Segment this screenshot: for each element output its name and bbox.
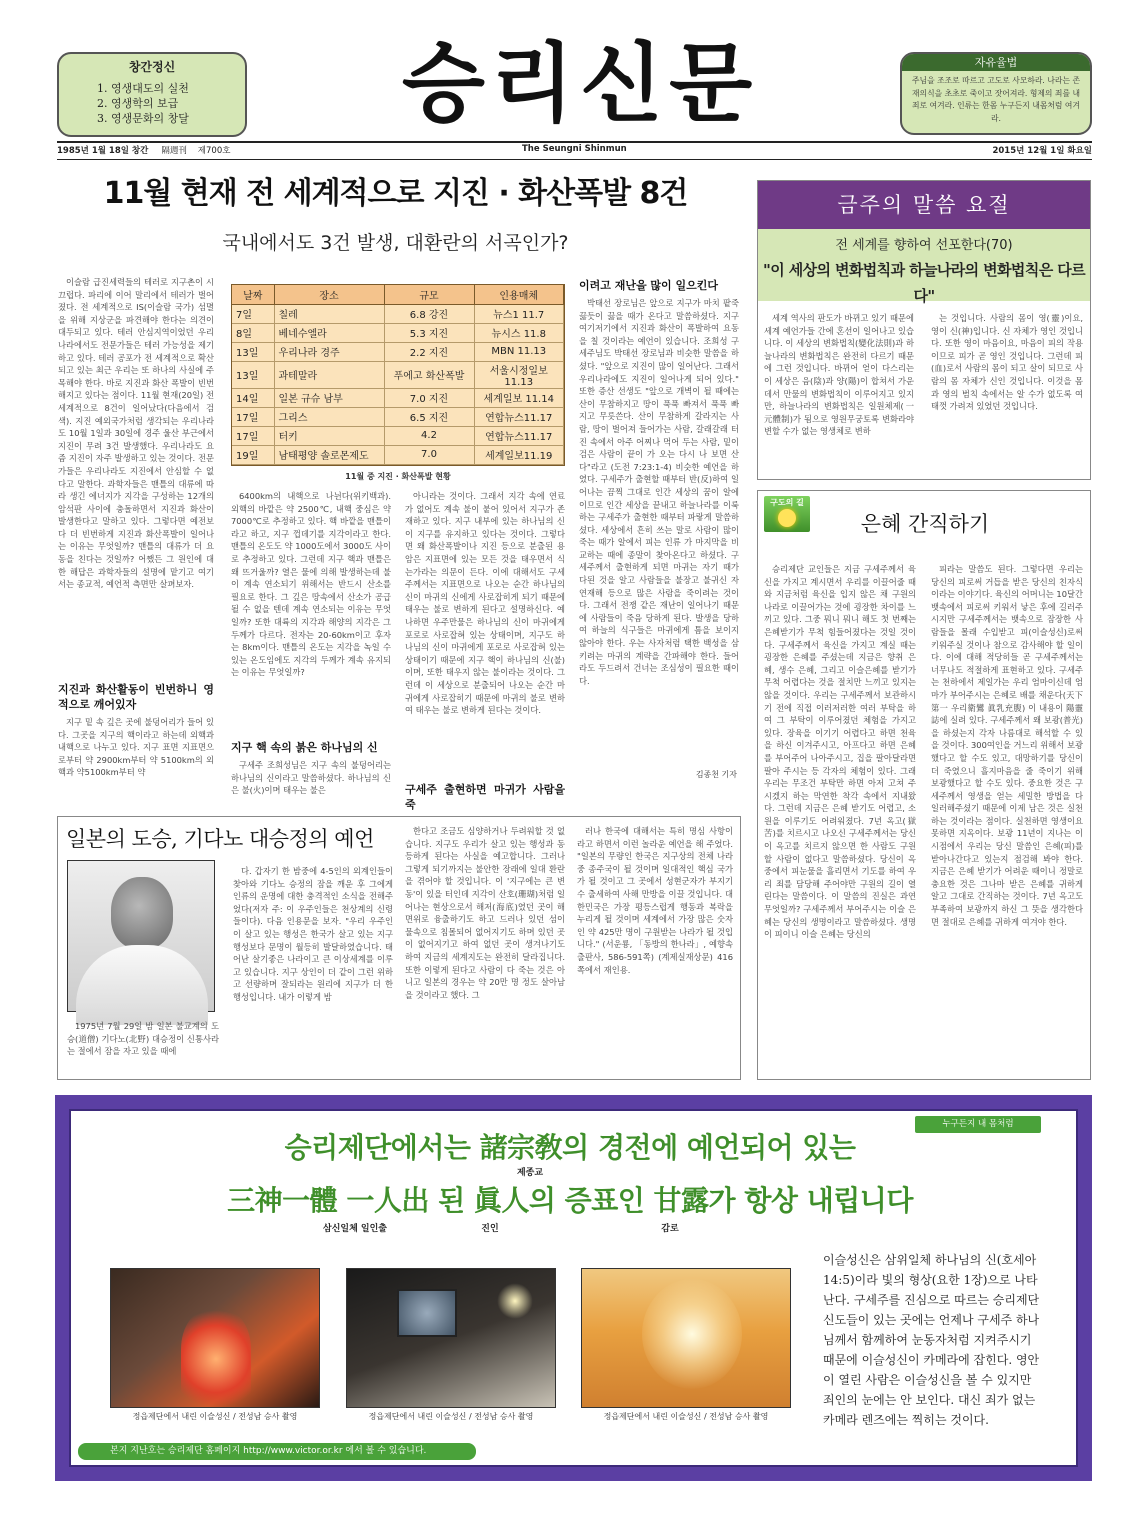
light-burst bbox=[642, 1279, 742, 1389]
sermon-column-2 bbox=[931, 312, 1083, 472]
table-row bbox=[232, 342, 564, 361]
sermon-quote: "이 세상의 변화법칙과 하늘나라의 변화법칙은 다르다" bbox=[762, 261, 1086, 305]
table-row bbox=[232, 323, 564, 342]
lead-column-2b bbox=[231, 730, 391, 805]
lead-text: 지구 밑 속 깊은 곳에 불덩어리가 들어 있다. 그곳을 지구의 핵이라고 하는데 외핵과 내핵으로 나누고 있다. 지구 표면 지표면으로부터 약 2900km부터 약 5100km의 외핵과 약5100km부터 약 bbox=[58, 717, 214, 778]
header-rule-bottom bbox=[57, 159, 1092, 160]
table-cell: 4.2 bbox=[384, 426, 474, 445]
founding-spirit-title: 창간정신 bbox=[128, 60, 176, 74]
japan-column-1 bbox=[233, 865, 393, 1070]
dew-photo-1 bbox=[110, 1268, 320, 1408]
freedom-law-box bbox=[900, 52, 1092, 135]
table-cell: 과테말라 bbox=[274, 361, 384, 388]
banner-corner-tag: 누구든지 내 몸처럼 bbox=[915, 1116, 1041, 1133]
quake-table bbox=[231, 284, 565, 466]
grace-text: 승리제단 교인들은 지금 구세주께서 육신을 가지고 계시면서 우리를 이끌어줄 때와 지금처럼 육신을 입지 않은 채 구원의 나라로 이끌어가는 것에 굉장한 차이를 느끼고 있다. 그중 뭐니 뭐니 해도 첫 번째는 은혜받기가 무척 힘들어졌다는 것일 것이다. 구세주께서 육신을 가지고 계실 때는 굉장한 은혜를 주셨는데 지금은 향취 은혜, 생수 은혜, 그리고 이슬은혜를 받기가 무척 어렵다는 것을 절치만 느끼고 있지는 않을 것이다. 우리는 구세주께서 보관하시기 전에 직접 이러저러한 여러 부탁을 하여 그 부탁이 이루어졌던 체험을 가지고 있다. 장육을 이기기 어렵다고 하면 천육을 하신 이겨주시고, 아프다고 하면 은혜를 부어주어 나아주시고, 집을 팔아달라면 팔아 주시는 등 각자의 체험이 있다. 그래 우리는 무조건 부탁만 하면 아저 고쳐 주시겠지 하는 막연한 착각 속에서 지내왔다. 그런데 지금은 은혜 받기도 어렵고, 소원을 이루기도 어려워졌다. 7년 옥고(獄苦)를 치르시고 나오신 구세주께서는 당신이 옥고를 치르지 않으면 한 사람도 구원할 사람이 없다고 말씀하셨다. 당신이 옥중에서 피눈물을 흘리면서 기도를 하여 우리 죄를 담당해 주어야만 구원의 길이 열린다는 말씀이다. 이 말씀의 진실은 과연 무엇일까? 구세주께서 부어주시는 이슬 은혜는 당신의 생명이라고 말씀하셨다. 생명이 피이니 이슬 은혜는 당신의 bbox=[764, 564, 916, 940]
sermon-title: 금주의 말씀 요절 bbox=[758, 181, 1090, 229]
table-header: 장소 bbox=[274, 285, 384, 304]
table-cell: 베네수엘라 bbox=[274, 323, 384, 342]
banner-line-2: 三神一體 一人出 된 眞人의 증표인 甘露가 항상 내립니다 bbox=[227, 1184, 913, 1217]
monk-photo bbox=[67, 860, 215, 1012]
table-cell: 남태평양 솔로몬제도 bbox=[274, 445, 384, 464]
founding-spirit-line: 3. 영생문화의 창달 bbox=[97, 112, 189, 125]
table-row bbox=[232, 388, 564, 407]
grace-text: 피라는 말씀도 된다. 그렇다면 우리는 당신의 피로써 거듭을 받은 당신의 친자식이라는 이야기다. 육신의 어머니는 10달간 뱃속에서 피로써 키워서 낳은 후에 길러주시지만 구세주께서는 뱃속으로 잠장한 사람들을 몰래 수입받고 피(이슬성신)로써 키워주실 것이나 참으로 감사해야 할 일이다. 이에 대해 적당히들 곧 구세주께서는 너무나도 적절하게 표현하고 있다. 구세주는 천하에서 제일가는 우리 엄마이신데 엄마가 부어주시는 은혜로 배를 채운다(天下第一 우리衛鸞 眞乳充腹) 이 내용이 陽靈誌에 실려 있다. 구세주께서 왜 보광(普光)을 하셨는지 각자 나름대로 해석할 수 있을 것이다. 300여인을 거느리 위해서 보광했다고 할 수도 있고, 대망하기를 당신이 더 죽였으니 흘지마음을 줄 죽이기 위해 보광했다고 할 수도 있다. 중요한 것은 구세주께서 영생을 얻는 세밀한 방법을 다 일러해주셨기 때문에 이제 남은 것은 실천하는 것이라는 점이다. 실천하면 영생이요 못하면 지옥이다. 보광 11년이 지나는 이 시점에서 우리는 당신 말씀인 은혜(피)를 받아나간다고 있는지 점검해 봐야 한다. 지금은 은혜 받기가 어려운 때이니 정말로 충요한 것은 그나마 받은 은혜를 귀하게 알고 그대로 간직하는 것이다. 7년 옥고도 부족하여 보광까지 하신 그 뜻을 생각한다면 절대로 은혜를 귀하게 여겨야 한다. bbox=[931, 564, 1083, 927]
founded-date: 1985년 1월 18일 창간 bbox=[57, 146, 149, 156]
table-header: 규모 bbox=[384, 285, 474, 304]
dew-photo-2 bbox=[346, 1268, 556, 1408]
lead-column-4 bbox=[579, 278, 739, 783]
sermon-subtitle-box bbox=[758, 229, 1090, 305]
table-cell: 14일 bbox=[232, 388, 274, 407]
sermon-text: 는 것입니다. 사람의 몸이 영(靈)이요, 영이 신(神)입니다. 신 자체가 영인 것입니다. 또한 영이 마음이요, 마음이 피의 작용이므로 피가 곧 영인 것입니다. 그런데 피(血)로서 사람의 몸이 되고 살이 되므로 사람의 몸 자체가 신인 것입니다. 이것을 몸과 영의 범칙 속에서는 알 수가 없도록 여태껏 가려져 있었던 것입니다. bbox=[931, 313, 1083, 412]
sermon-text: 세계 역사의 판도가 바뀌고 있기 때문에 세계 예언가들 간에 혼선이 일어나고 있습니다. 이 세상의 변화법칙(變化法則)과 하늘나라의 변화법칙은 완전히 다르기 때문에 그런 것입니다. 바뀌어 얻이 다스리는 이 세상은 음(陰)과 양(陽)이 합쳐서 가운데서 만물의 변화법칙이 이루어지고 있지만, 하늘나라의 변화법칙은 일원체제(一元體制)가 됨으로 영원무궁토록 변화라야 변할 수가 없는 영생체로 변하 bbox=[764, 313, 914, 437]
header-rule bbox=[57, 141, 1092, 143]
lead-subheading: 지진과 화산활동이 빈번하니 영적으로 깨어있자 bbox=[58, 683, 214, 711]
grace-title: 은혜 간직하기 bbox=[860, 512, 990, 536]
flame-glow bbox=[181, 1309, 251, 1409]
table-cell: 뉴시스 11.8 bbox=[474, 323, 564, 342]
tv-screen bbox=[397, 1289, 457, 1337]
founding-spirit-box bbox=[57, 52, 247, 137]
homepage-link[interactable]: 본지 지난호는 승리제단 홈페이지 http://www.victor.or.kr 에서 볼 수 있습니다. bbox=[78, 1443, 476, 1460]
lead-headline: 11월 현재 전 세계적으로 지진 · 화산폭발 8건 bbox=[103, 176, 688, 211]
table-header: 날짜 bbox=[232, 285, 274, 304]
issue-bar bbox=[57, 144, 1092, 158]
issue-date: 2015년 12월 1일 화요일 bbox=[992, 146, 1092, 156]
table-cell: 17일 bbox=[232, 407, 274, 426]
table-cell: 2.2 지진 bbox=[384, 342, 474, 361]
table-cell: MBN 11.13 bbox=[474, 342, 564, 361]
dew-photo-3 bbox=[581, 1268, 791, 1408]
table-cell: 6.5 지진 bbox=[384, 407, 474, 426]
grace-logo bbox=[764, 496, 810, 532]
table-cell: 5.3 지진 bbox=[384, 323, 474, 342]
masthead-title: 승리신문 bbox=[401, 34, 759, 134]
banner-gloss: 제종교 bbox=[516, 1168, 544, 1178]
table-cell: 우리나라 경주 bbox=[274, 342, 384, 361]
table-cell: 뉴스1 11.7 bbox=[474, 304, 564, 323]
table-cell: 세계일보11.19 bbox=[474, 445, 564, 464]
table-cell: 서울시정일보 11.13 bbox=[474, 361, 564, 388]
table-cell: 7.0 bbox=[384, 445, 474, 464]
article-author: 김종천 기자 bbox=[695, 770, 737, 779]
table-cell: 13일 bbox=[232, 361, 274, 388]
issue-frequency: 隔週刊 bbox=[161, 146, 187, 156]
japan-title: 일본의 도승, 기다노 대승정의 예언 bbox=[66, 827, 374, 851]
issue-number: 제700호 bbox=[197, 146, 231, 156]
lead-text: 박태선 장로님은 앞으로 지구가 마치 팥죽 끓듯이 끓을 때가 온다고 말씀하셨다. 지구 여기저기에서 지진과 화산이 폭발하여 요동을 칠 것이라는 예언이 있습니다. 조희성 구세주님도 박태선 장로님과 비슷한 말씀을 하셨다. "앞으로 지진이 많이 일어난다. 그래서 우리나라에도 지진이 일어나게 되어 있다." 또한 증산 선생도 "앞으로 개벽이 될 때에는 산이 무참하지고 땅이 푹푹 빠져서 푹푹 빠지고 무릇쓴다. 산이 무참하게 갈라지는 사람, 땅이 벌어져 들어가는 사람, 갈래갈래 터진 속에서 아주 어찌나 먹어 두는 사람, 밑이 검은 사람이 끝이 가 오는 다시 나 보면 산다"라고 (도전 7:23:1-4) 비슷한 예언을 하였다. 구세주가 출현할 때부터 반(反)하여 일어나는 끔찍 그대로 인간 세상의 꿈이 알에이므로 인간 세상을 끝내고 하늘나라를 이룩하는 구세주가 출현한 때부터 파랗게 말씀하셨다. 세상에서 흔히 쓰는 말로 사람이 많이 죽는 때가 알에서 피는 인류 가 마지막을 비교하는 때에 종말이 찾아온다고 하셨다. 구세주께서 출현하게 되면 마귀는 자기 때가 다된 것을 알고 사람들을 불장고 불귀신 자연재해 등으로 많은 사람을 죽이려는 것이다. 그래서 전쟁 같은 재난이 일어나기 때문에 사람들이 죽음 당하게 된다. 발생을 당하여 하늘의 식구들은 마귀에게 틈을 보이지 않아야 한다. 우는 사자처럼 택한 백성을 삼키려는 마귀의 계략을 간파해야 한다. 들어라도 두드려서 건너는 조심성이 필요한 때이다. bbox=[579, 298, 739, 686]
lead-text: 6400km의 내핵으로 나뉜다(위키백과). 외핵의 바깥은 약 2500℃, 내핵 중심은 약 7000℃로 추정하고 있다. 핵 바깥을 맨틀이라고 하고, 지구 껍데기를 지각이라고 한다. 맨틀의 온도도 약 1000도에서 3000도 사이로 추정하고 있다. 그런데 지구 핵과 맨틀은 왜 뜨거울까? 열은 물에 의해 발생하는데 불이 계속 연소되기 위해서는 반드시 산소를 필요로 한다. 그 깊은 땅속에서 산소가 공급될 수 없을 텐데 계속 연소되는 이유는 무엇일까? 또한 대륙의 지각과 해양의 지각은 그 두께가 다르다. 전자는 20-60km이고 후자는 8km이다. 맨틀의 온도는 지각을 녹일 수 있는 온도임에도 지각의 두께가 계속 유지되는 이유는 무엇일까? bbox=[231, 491, 391, 678]
lead-column-3 bbox=[405, 490, 565, 774]
table-cell: 연합뉴스11.17 bbox=[474, 407, 564, 426]
lead-subheading: 지구 핵 속의 붉은 하나님의 신 bbox=[231, 741, 378, 754]
grace-tag: 구도의 길 bbox=[770, 498, 804, 507]
lead-text: 구세주 조희성님은 지구 속의 불덩어리는 하나님의 신이라고 말씀하셨다. 하나님의 신은 불(火)이며 태우는 불은 bbox=[231, 760, 391, 796]
japan-column-3 bbox=[577, 825, 733, 1070]
monk-robe bbox=[76, 945, 208, 1025]
dew-photo-caption: 정읍제단에서 내린 이슬성신 / 전성남 승사 촬영 bbox=[603, 1412, 769, 1421]
table-row bbox=[232, 304, 564, 323]
table-row bbox=[232, 426, 564, 445]
freedom-law-text: 주님을 조조로 따르고 고도로 사모하라. 나라는 존재의식을 초초로 죽이고 잣어져라. 형제의 죄를 내 죄로 여겨라. 인류는 한몸 누구든지 내몸처럼 여겨라. bbox=[912, 76, 1080, 123]
dew-photo-caption: 정읍제단에서 내린 이슬성신 / 전성남 승사 촬영 bbox=[368, 1412, 534, 1421]
table-cell: 6.8 강진 bbox=[384, 304, 474, 323]
japan-column-2 bbox=[405, 825, 565, 1070]
glow-spot bbox=[497, 1283, 533, 1319]
banner-gloss: 감로 bbox=[661, 1224, 679, 1234]
grace-column-1 bbox=[764, 563, 916, 1063]
table-row bbox=[232, 445, 564, 464]
english-name: The Seungni Shinmun bbox=[522, 144, 627, 154]
japan-text: 다. 갑자기 한 밤중에 4-5인의 외계인들이 찾아와 기다노 승정의 잠을 깨운 후 그에게 인류의 운명에 대한 충격적인 소식을 전해주었다(저자 주: 이 우주인들은 천상계의 신령들이다). 다음 인용문을 보자. "우리 우주인이 살고 있는 행성은 한국가 살고 있는 지구 행성보다 문명이 월등히 발달하였습니다. 태어난 살기좋은 나라이고 큰 이상세계를 이루고 있습니다. 지구 상인이 더 같이 그런 위하고 선량하며 잘되라는 원리에 지구가 더 한 행성입니다. 내가 이렇게 밤 bbox=[233, 866, 393, 1002]
table-cell: 13일 bbox=[232, 342, 274, 361]
founding-spirit-line: 2. 영생학의 보급 bbox=[97, 97, 179, 110]
table-row bbox=[232, 407, 564, 426]
table-cell: 푸에고 화산폭발 bbox=[384, 361, 474, 388]
table-header: 인용매체 bbox=[474, 285, 564, 304]
lead-text: 아니라는 것이다. 그래서 지각 속에 연료가 없어도 계속 불이 붙어 있어서 지구가 존재하고 있다. 지구 내부에 있는 하나님의 신이 지구를 유지하고 있다는 것이다. 그렇다면 왜 화산폭발이나 지진 등으로 분출된 용암은 지표면에 있는 모든 것을 태우면서 식는가라는 의문이 든다. 이에 대해서도 구세주께서는 지표면으로 나오는 순간 하나님의 신이 마귀의 신에게 사로잡히게 되기 때문에 태우는 불로 변하게 된다고 설명하신다. 예나하면 우주만물은 하나님의 신이 마귀에게 포로로 사로잡혀 있는 상태이며, 지구도 하나님의 신이 마귀에게 포로로 사로잡혀 있는 상태이기 때문에 지구 핵이 하나님의 신(불)이며, 또한 태우지 않는 불이라는 것이다. 그런데 이 세상으로 분출되어 나오는 순간 마귀에게 사로잡히기 때문에 마귀의 불로 변하여 태우는 불로 변하게 된다는 것이다. bbox=[405, 491, 565, 716]
lead-column-2 bbox=[231, 490, 391, 728]
lead-text: 이슬람 급진세력들의 테러로 지구촌이 시끄럽다. 파리에 이어 말리에서 테러가 벌어졌다. 전 세계적으로 IS(이슬람 국가) 섬멸을 위해 지상군을 파견해야 한다는 의견이 대두되고 있다. 테러 안심지역이었던 우리나라에서도 전문가들은 테러 가능성을 제기하고 있다. 테러 공포가 전 세계적으로 확산되고 있는 최근 우리는 또 하나의 사실에 주목해야 한다. 바로 지진과 화산 폭발이 빈번해지고 있다는 점이다. 11월 현재(20일) 전 세계적으로 8건이 일어났다(다음에서 검색). 지진 예외국가처럼 생각되는 우리나라도 10월 1일과 30일에 경주 울산 부근에서 지진이 무려 3건 발생했다. 우리나라도 요즘 지진이 자주 발생하고 있는 것이다. 전문가들은 우리나라도 지진에서 안심할 수 없다고 말한다. 과학자들은 맨틀의 대류에 따라 생긴 에너지가 지각을 구성하는 12개의 암석판 사이에 충돌하면서 지진과 화산이 발생한다고 말하고 있다. 그렇다면 예전보다 더 빈번하게 지진과 화산폭발이 일어나는 이유는 무엇일까? 맨틀의 대류가 더 요동을 친다는 것일까? 어쨌든 그 원인에 대한 해답은 과학자들의 설명에 맡기고 여기서는 종교적, 예언적 측면만 살펴보자. bbox=[58, 277, 214, 590]
dew-photo-caption: 정읍제단에서 내린 이슬성신 / 전성남 승사 촬영 bbox=[132, 1412, 298, 1421]
lead-subhead: 국내에서도 3건 발생, 대환란의 서곡인가? bbox=[222, 232, 569, 254]
table-cell: 7.0 지진 bbox=[384, 388, 474, 407]
table-cell: 터키 bbox=[274, 426, 384, 445]
monk-head bbox=[111, 877, 173, 949]
sun-icon bbox=[778, 509, 796, 527]
table-row bbox=[232, 361, 564, 388]
freedom-law-title: 자유율법 bbox=[902, 54, 1090, 71]
grace-column-2 bbox=[931, 563, 1083, 1053]
table-cell: 일본 규슈 남부 bbox=[274, 388, 384, 407]
table-cell: 연합뉴스11.17 bbox=[474, 426, 564, 445]
table-caption: 11월 중 지진 · 화산폭발 현황 bbox=[345, 472, 451, 481]
lead-subheading: 이려고 재난을 많이 일으킨다 bbox=[579, 279, 718, 292]
japan-text: 러나 한국에 대해서는 특히 명심 사항이라고 하면서 이런 놀라운 예언을 해 주었다. "일본의 무량인 한국은 지구상의 전체 나라 중 종주국이 될 것이며 일대적인 핵심 국가가 될 것이고 그 곳에서 성현군자가 부지기수 출세하여 사해 만방을 이끌 것입니다. 대한민국은 가장 평등스럽게 행동과 복락을 누리게 될 것이며 세계에서 가장 많은 숫자인 약 425만 명이 구원받는 나라가 될 것입니다." (서운룡, 「동방의 한나라」, 예향속출판사, 586-591쪽) (계제실재상문) 416쪽에서 재인용. bbox=[577, 826, 733, 975]
lead-column-3b bbox=[405, 782, 565, 811]
banner-body: 이슬성신은 삼위일체 하나님의 신(호세아 14:5)이라 빛의 형상(요한 1장)으로 나타난다. 구세주를 진심으로 따르는 승리제단 신도들이 있는 곳에는 언제나 구세주 하나님께서 함께하여 눈동자처럼 지켜주시기 때문에 이슬성신이 카메라에 잡힌다. 영안이 열린 사람은 이슬성신을 볼 수 있지만 죄인의 눈에는 안 보인다. 대신 죄가 없는 카메라 렌즈에는 찍히는 것이다. bbox=[823, 1253, 1040, 1427]
table-cell: 8일 bbox=[232, 323, 274, 342]
lead-subheading: 구세주 출현하면 마귀가 사람을 죽 bbox=[405, 783, 565, 811]
table-cell: 그리스 bbox=[274, 407, 384, 426]
banner-gloss: 진인 bbox=[481, 1224, 499, 1234]
lead-column-1 bbox=[58, 276, 214, 680]
table-cell: 칠레 bbox=[274, 304, 384, 323]
japan-text: 한다고 조금도 심양하거나 두려워할 것 없습니다. 지구도 우리가 살고 있는 행성과 동등하게 된다는 사실을 예고합니다. 그러나 그렇게 되기까지는 불안한 장래에 일대 환란을 겪어야 할 것입니다. 이 '지구에는 큰 변동'이 있을 터인데 지각이 산호(珊瑚)처럼 일어나는 현상으로서 해저(海底)였던 곳이 해면위로 융출하기도 하고 드러나 있던 섬이 물속으로 침몰되어 없어지기도 하며 있던 곳이 없어지기고 하여 없던 곳이 생겨나기도 하여 지금의 세계지도는 완전히 달라집니다. 또한 이렇게 된다고 사람이 다 죽는 것은 아니고 일본의 경우는 약 20만 명 정도 살아남을 것이라고 했다. 그 bbox=[405, 826, 565, 1000]
sermon-column-1 bbox=[764, 312, 914, 472]
table-cell: 19일 bbox=[232, 445, 274, 464]
monk-caption-text: 1975년 7월 29일 밤 일본 불교계의 도승(道僧) 기다노(北野) 대승정이 신통사라는 절에서 잠을 자고 있을 때에 bbox=[67, 1021, 219, 1057]
table-cell: 17일 bbox=[232, 426, 274, 445]
monk-caption bbox=[67, 1020, 219, 1072]
founding-spirit-line: 1. 영생대도의 실천 bbox=[97, 82, 189, 95]
banner-line-1: 승리제단에서는 諸宗敎의 경전에 예언되어 있는 bbox=[284, 1131, 856, 1164]
table-cell: 세계일보 11.14 bbox=[474, 388, 564, 407]
table-cell: 7일 bbox=[232, 304, 274, 323]
sermon-series: 전 세계를 향하여 선포한다(70) bbox=[835, 238, 1013, 253]
banner-gloss: 삼신일체 일인출 bbox=[323, 1224, 387, 1234]
lead-column-1b bbox=[58, 682, 214, 802]
